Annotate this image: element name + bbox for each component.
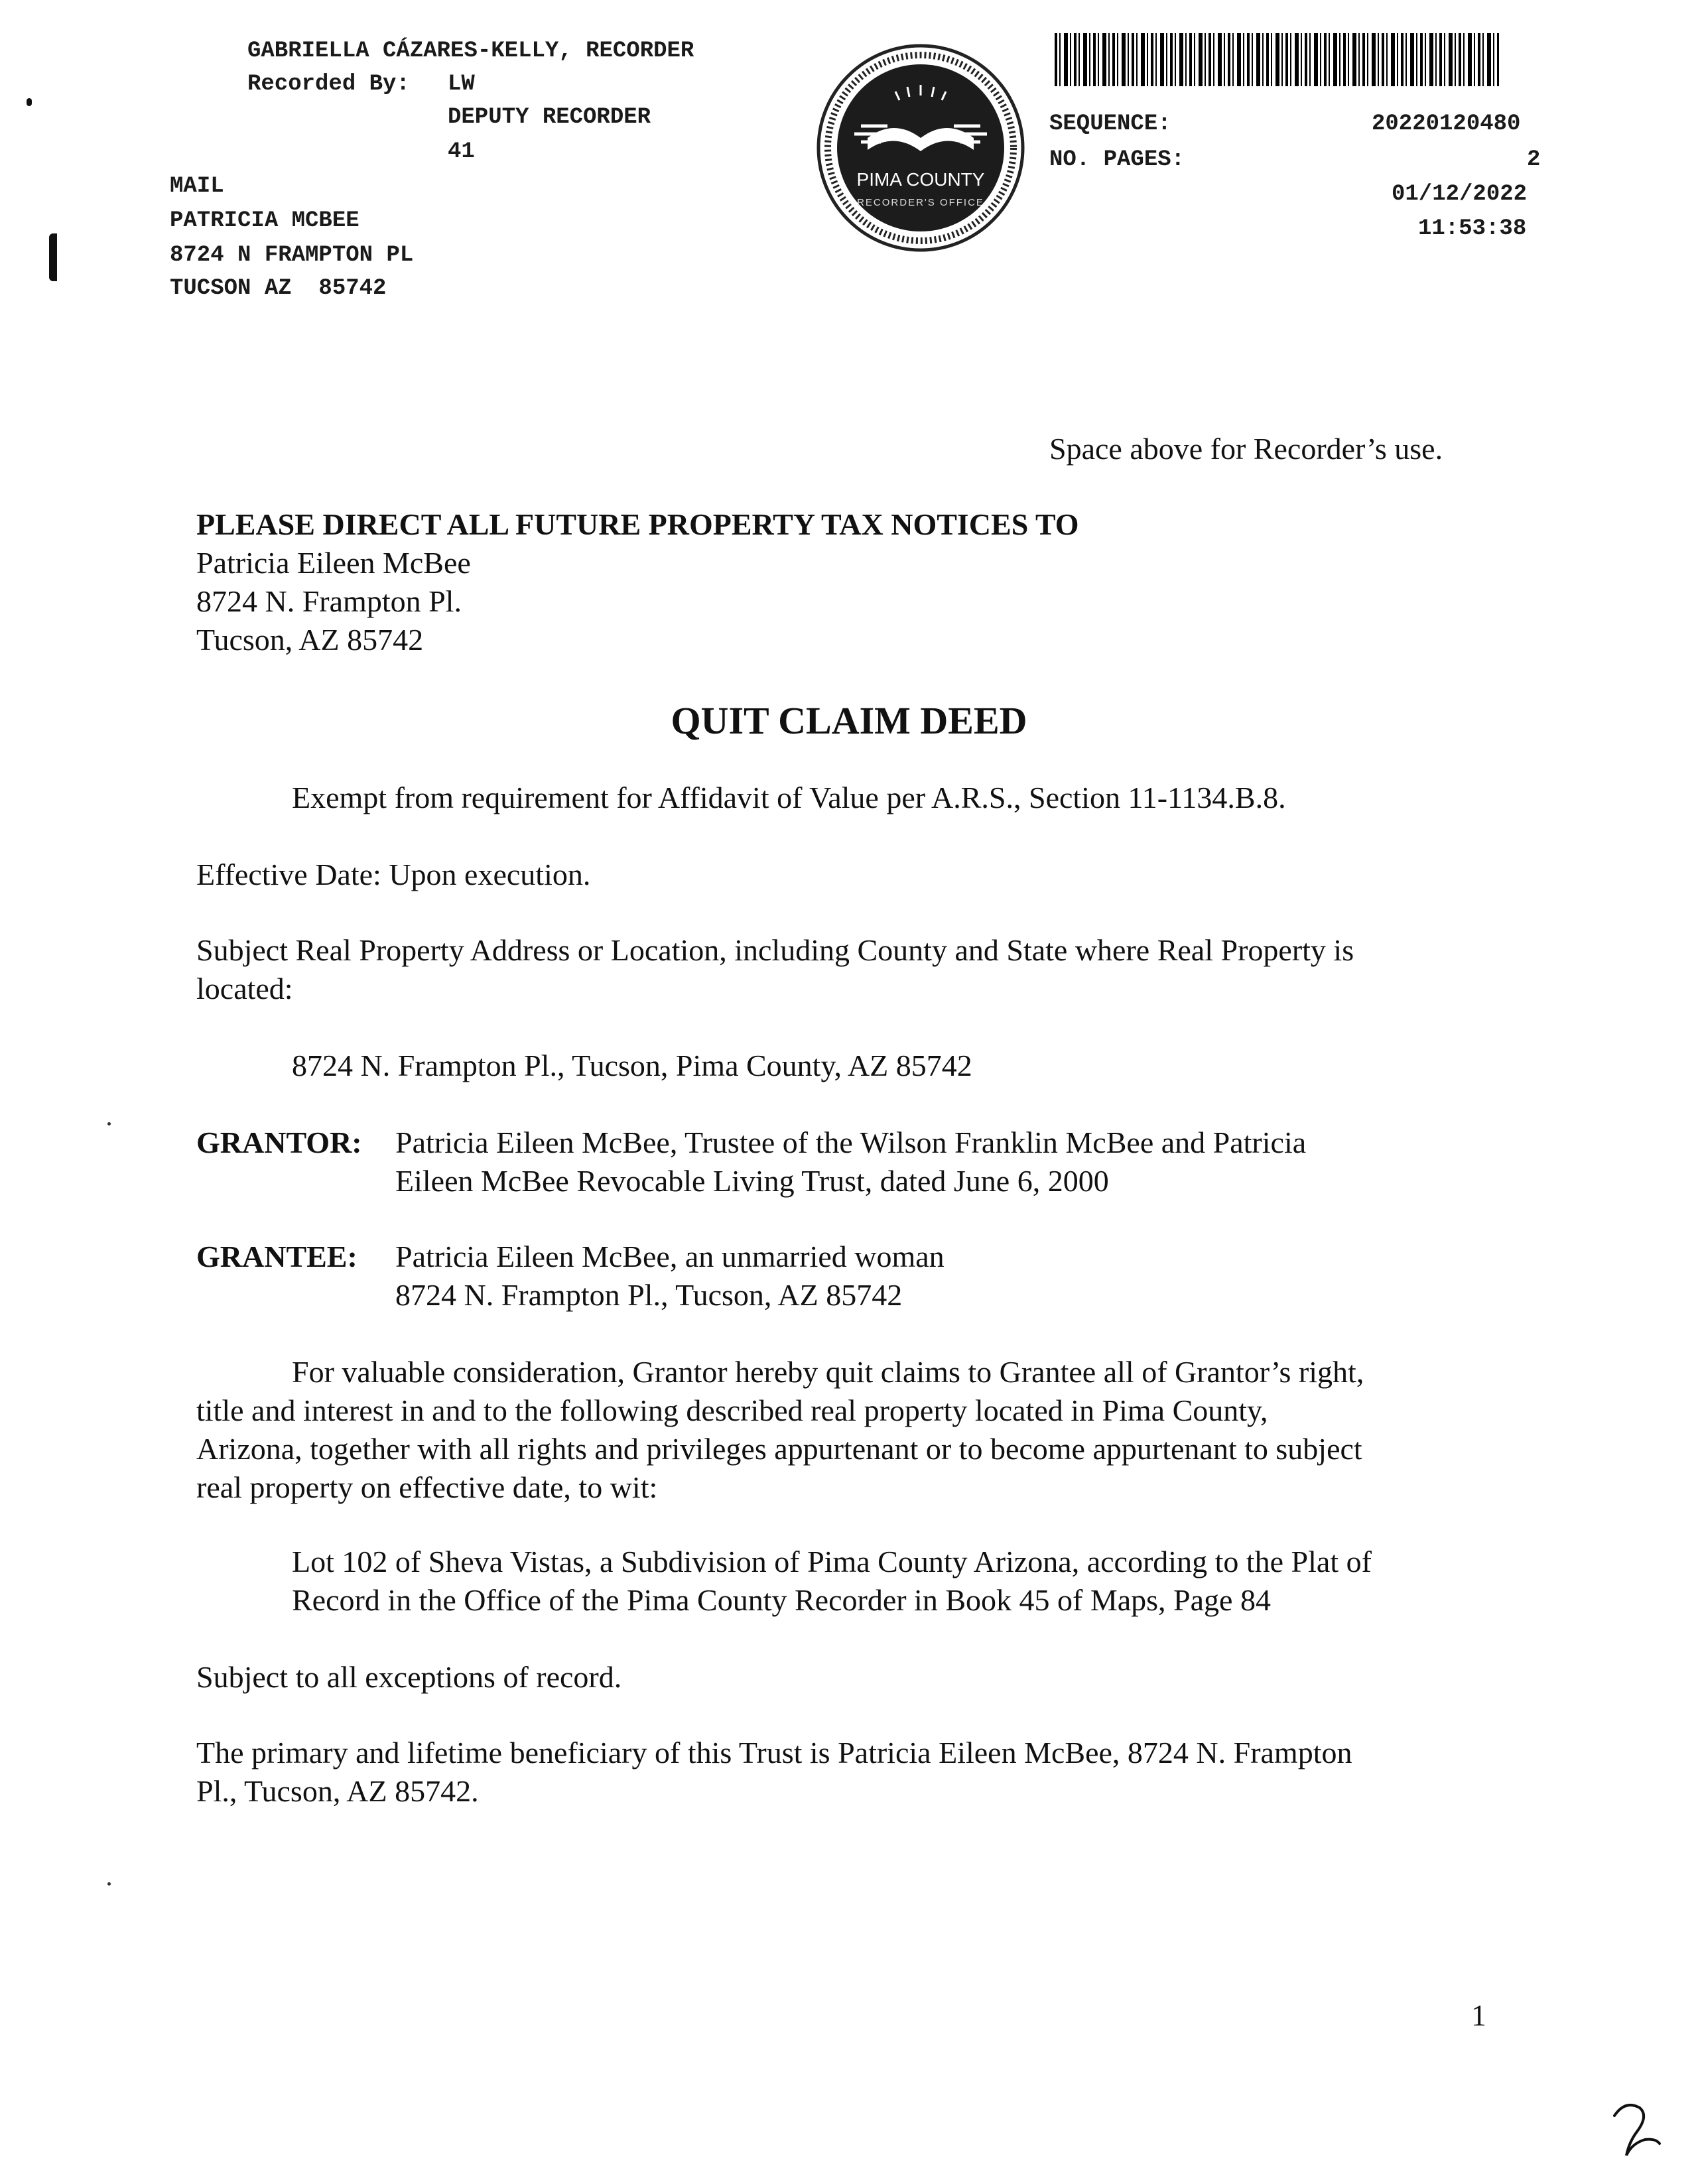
consideration-line3: Arizona, together with all rights and privileges appurtenant or to become appurtenant to subject [196, 1432, 1362, 1466]
record-time: 11:53:38 [1418, 216, 1527, 241]
grantee-line1: Patricia Eileen McBee, an unmarried woman [395, 1240, 945, 1273]
effective-date: Effective Date: Upon execution. [196, 858, 591, 891]
mail-street: 8724 N FRAMPTON PL [170, 243, 414, 268]
legal-description-line1: Lot 102 of Sheva Vistas, a Subdivision of Pima County Arizona, according to the Plat of [292, 1545, 1372, 1578]
beneficiary-line2: Pl., Tucson, AZ 85742. [196, 1774, 479, 1808]
subject-property-line2: located: [196, 972, 293, 1005]
pages-value: 2 [1527, 147, 1541, 172]
tax-notice-city: Tucson, AZ 85742 [196, 623, 424, 657]
tax-notice-street: 8724 N. Frampton Pl. [196, 584, 462, 618]
consideration-line1: For valuable consideration, Grantor hereby quit claims to Grantee all of Grantor’s right, [292, 1355, 1364, 1389]
margin-bracket [49, 233, 57, 281]
grantor-line2: Eileen McBee Revocable Living Trust, dated June 6, 2000 [395, 1164, 1109, 1198]
tax-notice-name: Patricia Eileen McBee [196, 546, 471, 580]
beneficiary-line1: The primary and lifetime beneficiary of this Trust is Patricia Eileen McBee, 8724 N. Frampton [196, 1736, 1352, 1769]
recorded-by-value: LW [448, 72, 475, 97]
grantee-line2: 8724 N. Frampton Pl., Tucson, AZ 85742 [395, 1278, 903, 1312]
record-date: 01/12/2022 [1392, 182, 1528, 207]
stray-mark [107, 1122, 111, 1125]
pages-label: NO. PAGES: [1049, 147, 1185, 172]
seal-subtitle: RECORDER'S OFFICE [857, 197, 984, 208]
recorder-number: 41 [448, 139, 475, 164]
sequence-value: 20220120480 [1372, 111, 1521, 137]
barcode-image [1055, 33, 1499, 86]
seal-title: PIMA COUNTY [856, 169, 985, 190]
exceptions-statement: Subject to all exceptions of record. [196, 1660, 622, 1694]
page-number: 1 [1471, 1998, 1486, 2032]
mail-city: TUCSON AZ 85742 [170, 276, 387, 301]
exempt-statement: Exempt from requirement for Affidavit of Value per A.R.S., Section 11-1134.B.8. [292, 781, 1286, 814]
mail-label: MAIL [170, 174, 224, 199]
subject-property-address: 8724 N. Frampton Pl., Tucson, Pima County, AZ 85742 [292, 1049, 972, 1082]
margin-dot [27, 98, 32, 106]
mail-name: PATRICIA MCBEE [170, 208, 359, 233]
deputy-recorder: DEPUTY RECORDER [448, 105, 651, 130]
grantor-label: GRANTOR: [196, 1125, 362, 1159]
sequence-label: SEQUENCE: [1049, 111, 1171, 137]
stray-mark [107, 1882, 111, 1886]
grantee-label: GRANTEE: [196, 1240, 358, 1273]
tax-notice-heading: PLEASE DIRECT ALL FUTURE PROPERTY TAX NOTICES TO [196, 507, 1079, 541]
legal-description-line2: Record in the Office of the Pima County Recorder in Book 45 of Maps, Page 84 [292, 1583, 1271, 1617]
recorder-name: GABRIELLA CÁZARES-KELLY, RECORDER [247, 38, 694, 64]
recorder-space-note: Space above for Recorder’s use. [1049, 432, 1443, 466]
pima-county-seal [815, 38, 1027, 257]
consideration-line2: title and interest in and to the following described real property located in Pima County, [196, 1393, 1268, 1427]
handwritten-page-mark [1605, 2096, 1665, 2175]
subject-property-line1: Subject Real Property Address or Location, including County and State where Real Property is [196, 933, 1354, 967]
document-title: QUIT CLAIM DEED [671, 699, 1027, 742]
consideration-line4: real property on effective date, to wit: [196, 1470, 658, 1504]
recorded-by-label: Recorded By: [247, 72, 410, 97]
grantor-line1: Patricia Eileen McBee, Trustee of the Wilson Franklin McBee and Patricia [395, 1125, 1307, 1159]
